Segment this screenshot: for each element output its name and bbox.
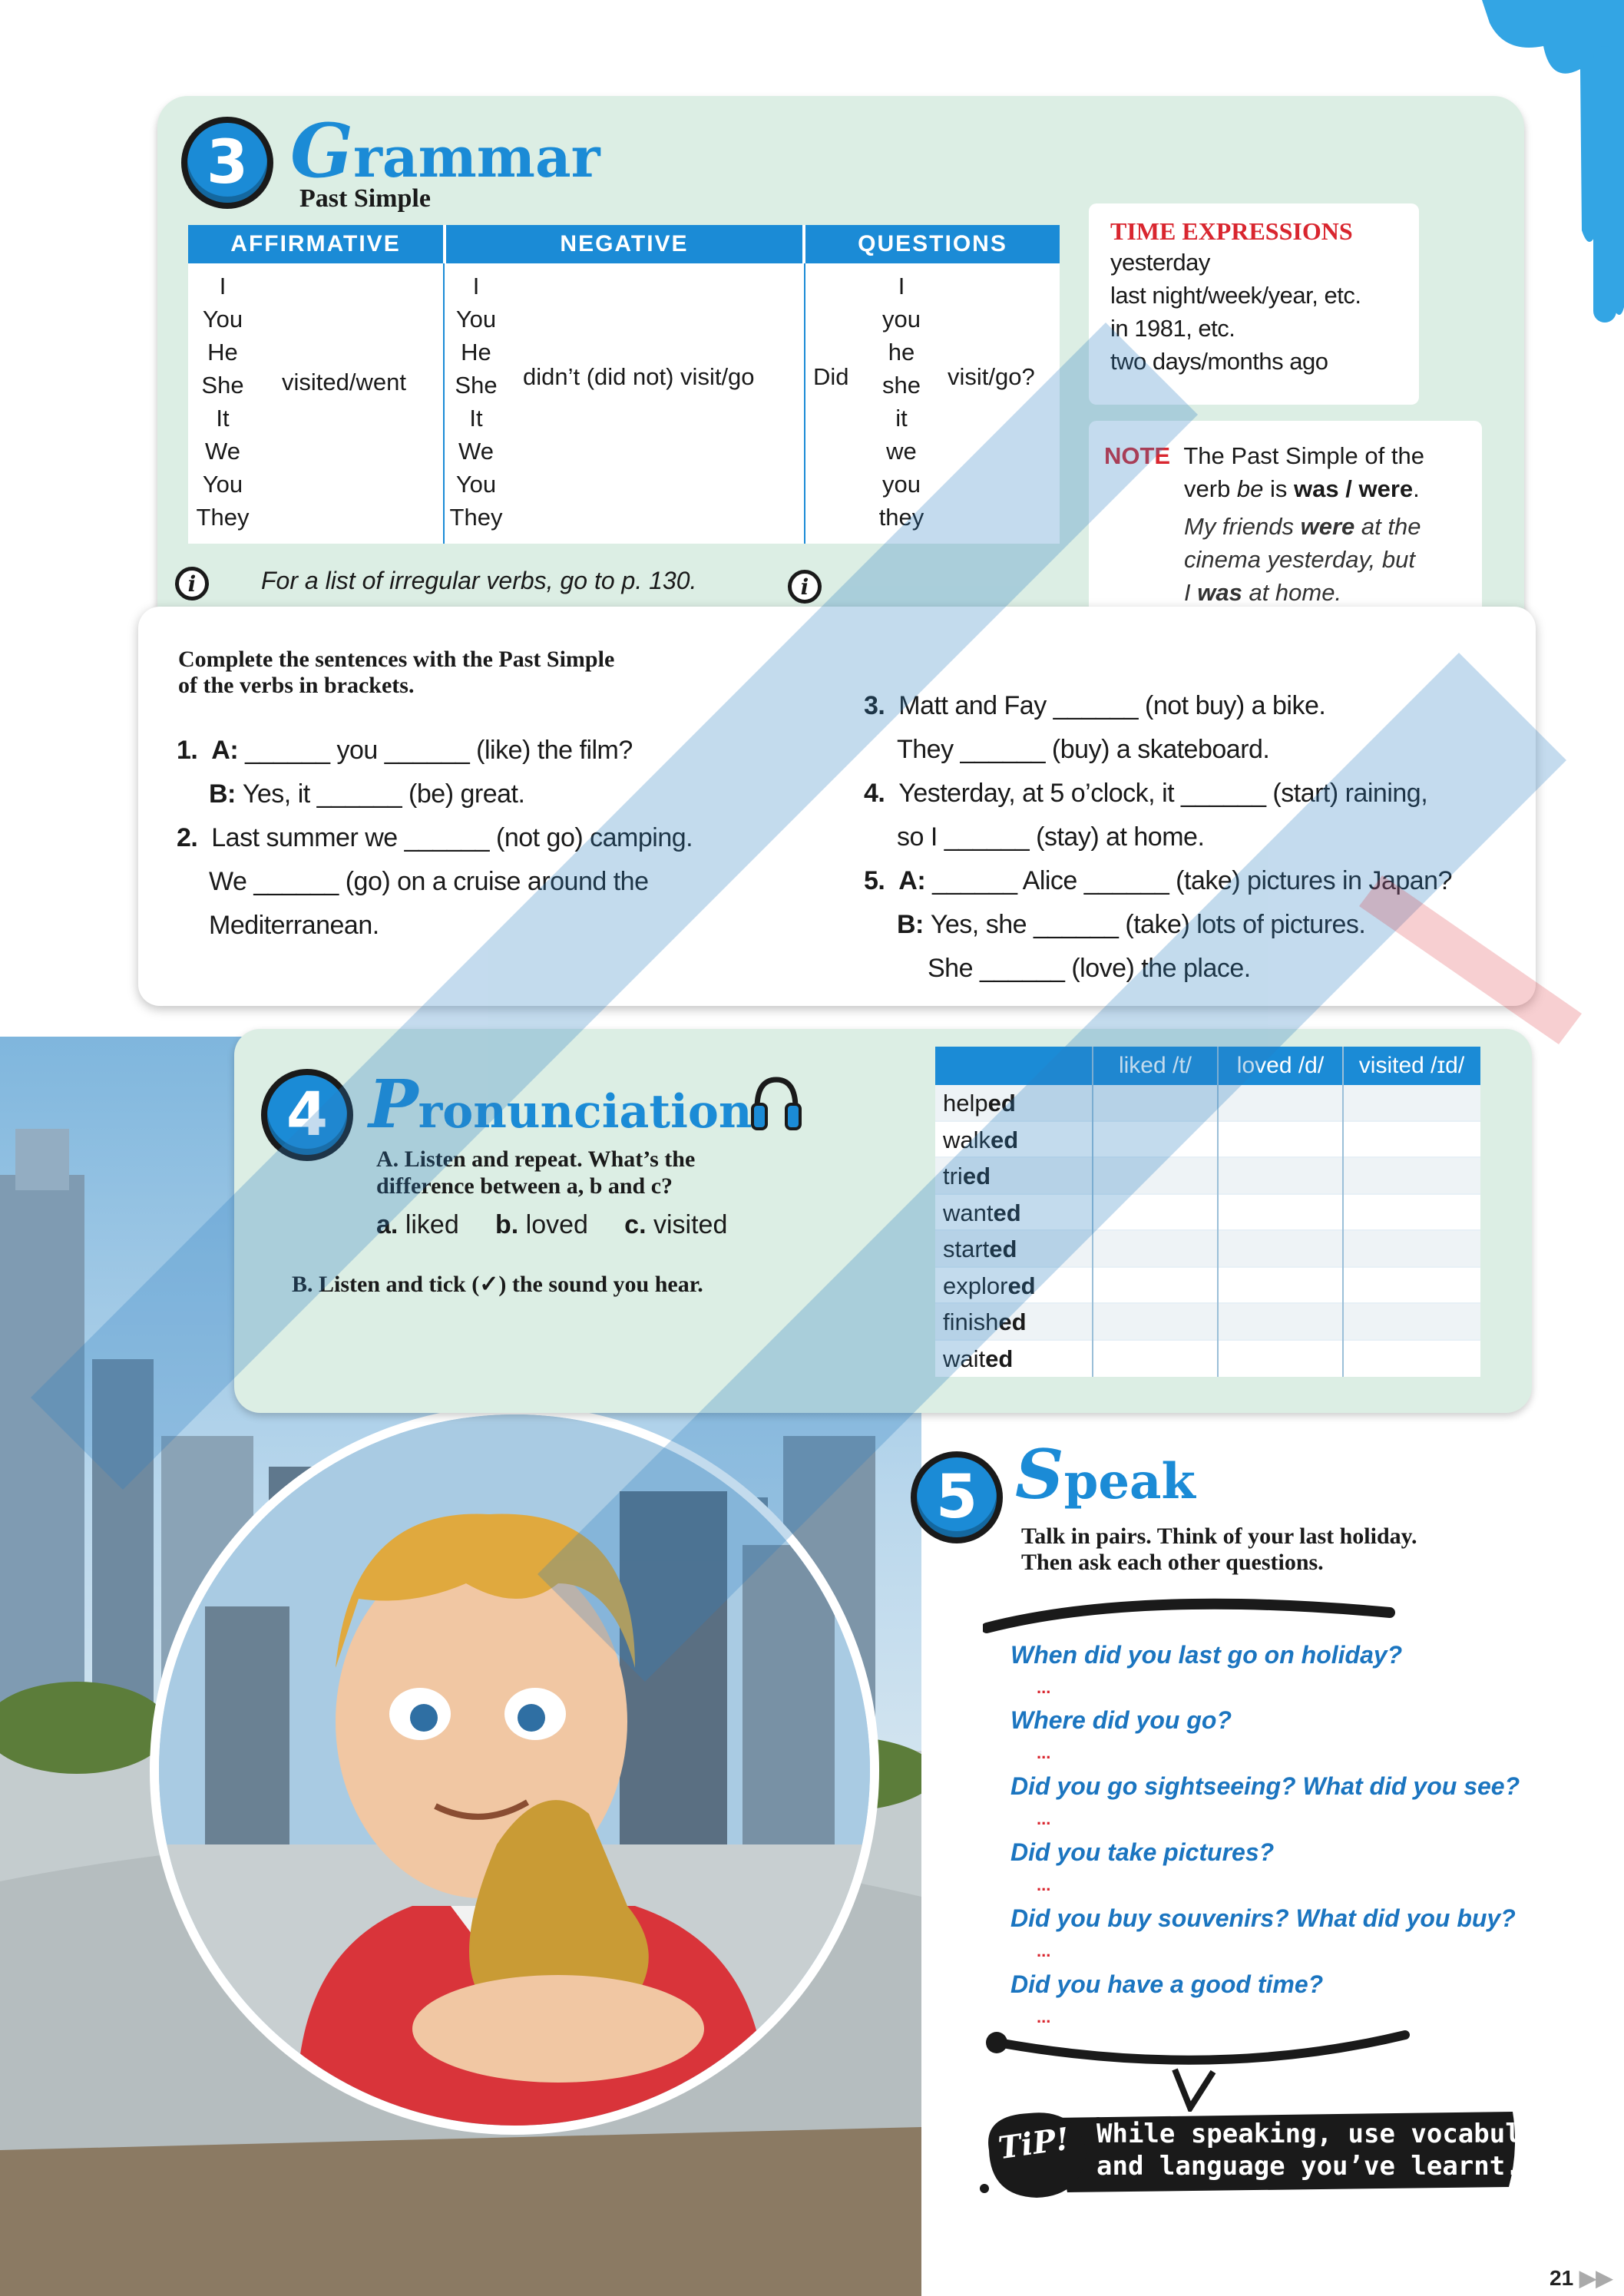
speech-bubble-bottom-stroke: [983, 2020, 1413, 2112]
info-icon: i: [175, 567, 209, 600]
table-row: [935, 1085, 1480, 1122]
grammar-title: [290, 108, 600, 194]
pronoun: You: [455, 471, 497, 498]
pronunciation-instruction-b: B. Listen and tick (✓) the sound you hear.: [292, 1272, 703, 1297]
header-affirmative: AFFIRMATIVE: [188, 225, 443, 263]
pronoun: They: [196, 504, 250, 531]
grammar-subtitle: Past Simple: [299, 184, 431, 213]
tip-label: TiP!: [996, 2120, 1072, 2167]
item-number: 1.: [177, 736, 198, 765]
character-portrait: [150, 1405, 879, 2135]
pronoun: He: [461, 339, 491, 366]
word-ending: ed: [987, 1090, 1016, 1117]
pronoun: You: [202, 471, 243, 498]
pronoun: you: [882, 306, 921, 332]
column-divider: [1217, 1047, 1219, 1377]
table-row: [935, 1304, 1480, 1341]
word: [943, 1308, 1027, 1336]
speaker-label: A:: [211, 736, 239, 765]
text: I: [1184, 579, 1198, 606]
word-stem: want: [943, 1199, 994, 1226]
item-number: 3.: [864, 691, 885, 720]
exercise-line: [864, 691, 1325, 721]
info-icon: i: [788, 570, 822, 604]
word-ending: ed: [991, 1126, 1019, 1153]
pronoun: we: [886, 438, 917, 465]
page-number-text: 21: [1550, 2266, 1574, 2290]
question-verb: visit/go?: [948, 363, 1035, 390]
note-line1: The Past Simple of the: [1183, 442, 1424, 469]
text: was: [1197, 579, 1242, 606]
exercise-line: [177, 823, 693, 853]
pronoun: I: [898, 273, 905, 299]
text: verb: [1184, 475, 1237, 502]
pronunciation-instruction-a: [376, 1146, 695, 1199]
sentence: Yesterday, at 5 o’clock, it ______ (start) raining,: [898, 779, 1428, 808]
table-row: [935, 1158, 1480, 1195]
sentence: Matt and Fay ______ (not buy) a bike.: [898, 691, 1326, 720]
section-number: 4: [286, 1080, 329, 1150]
word: [943, 1126, 1018, 1154]
item-number: 2.: [177, 823, 198, 852]
irregular-verbs-note: For a list of irregular verbs, go to p. 130.: [261, 567, 697, 594]
sentence: ______ Alice ______ (take) pictures in Japan?: [932, 866, 1452, 895]
text: difference between a, b and c?: [376, 1173, 673, 1199]
text: My friends: [1184, 513, 1301, 540]
text: were: [1300, 513, 1355, 540]
table-row: [935, 1122, 1480, 1159]
option-letter: a.: [376, 1210, 399, 1239]
exercise-line: so I ______ (stay) at home.: [897, 822, 1205, 852]
note-example: [1104, 510, 1467, 543]
exercise-line: [177, 736, 633, 766]
text: was / were: [1294, 475, 1414, 502]
pronoun: she: [882, 372, 921, 399]
pronunciation-title: [369, 1066, 752, 1143]
pronoun: he: [888, 339, 915, 366]
dots: ...: [1037, 1875, 1051, 1894]
speak-question: Where did you go?: [1010, 1706, 1232, 1734]
question-auxiliary: Did: [813, 363, 849, 390]
negative-verb: didn’t (did not) visit/go: [523, 363, 755, 390]
text: at the: [1354, 513, 1421, 540]
word: [943, 1345, 1013, 1373]
speaker-label: A:: [898, 866, 926, 895]
section-number-3: [181, 117, 273, 209]
speak-question: Did you have a good time?: [1010, 1970, 1324, 1998]
sentence: Yes, it ______ (be) great.: [242, 779, 525, 809]
pronoun: it: [895, 405, 908, 432]
dots: ...: [1037, 1941, 1051, 1960]
option-word: visited: [653, 1210, 728, 1239]
pronoun: You: [455, 306, 497, 332]
dots: ...: [1037, 2007, 1051, 2026]
note-label: NOTE: [1104, 442, 1171, 469]
header-visited: visited /ɪd/: [1358, 1053, 1465, 1078]
time-expression: yesterday: [1110, 249, 1210, 276]
speaker-label: B:: [897, 910, 924, 939]
pronoun: they: [878, 504, 924, 531]
affirmative-pronouns: [196, 270, 250, 534]
table-row: [935, 1195, 1480, 1232]
dots: ...: [1037, 1809, 1051, 1828]
speak-title: [1015, 1434, 1196, 1514]
pronoun: I: [472, 273, 480, 299]
pronoun: He: [207, 339, 238, 366]
dots: ...: [1037, 1743, 1051, 1762]
title-rest: peak: [1063, 1453, 1196, 1510]
item-number: 4.: [864, 779, 885, 808]
note-box: [1089, 421, 1482, 622]
forward-arrows-icon: ▶▶: [1579, 2266, 1613, 2290]
pronoun: you: [882, 471, 921, 498]
word-stem: tri: [943, 1163, 963, 1189]
exercise-line: She ______ (love) the place.: [928, 954, 1251, 983]
dots: ...: [1037, 1678, 1051, 1697]
pronoun: You: [202, 306, 243, 332]
word: [943, 1199, 1021, 1227]
text: Talk in pairs. Think of your last holiday.: [1021, 1523, 1417, 1549]
time-expression: two days/months ago: [1110, 348, 1328, 375]
section-number-4: [261, 1069, 353, 1161]
pronoun: They: [449, 504, 503, 531]
word-stem: explor: [943, 1272, 1008, 1299]
sentence: Last summer we ______ (not go) camping.: [211, 823, 693, 852]
word: [943, 1090, 1016, 1117]
negative-pronouns: [449, 270, 503, 534]
title-initial: G: [290, 108, 353, 194]
pronoun: We: [458, 438, 494, 465]
pronoun: She: [455, 372, 498, 399]
text: Complete the sentences with the Past Simple: [178, 647, 615, 672]
exercise-line: [864, 779, 1427, 809]
note-example: [1104, 576, 1467, 609]
word: [943, 1236, 1017, 1263]
exercise-line: [897, 910, 1365, 940]
page-number: [1550, 2265, 1612, 2291]
word-ending: ed: [993, 1199, 1021, 1226]
speak-question: Did you buy souvenirs? What did you buy?: [1010, 1904, 1516, 1932]
option-word: loved: [525, 1210, 588, 1239]
affirmative-column: [188, 263, 445, 544]
word-stem: help: [943, 1090, 988, 1117]
header-negative: NEGATIVE: [446, 225, 802, 263]
word-stem: start: [943, 1236, 990, 1262]
text: .: [1413, 475, 1420, 502]
note-line2: [1104, 472, 1467, 505]
pronoun: It: [216, 405, 230, 432]
exercise-line: Mediterranean.: [209, 911, 379, 940]
column-divider: [1342, 1047, 1344, 1377]
column-divider: [1092, 1047, 1093, 1377]
question-pronouns: [867, 270, 936, 534]
text: While speaking, use vocabulary: [1096, 2119, 1569, 2149]
option-word: liked: [405, 1210, 459, 1239]
time-expression: last night/week/year, etc.: [1110, 282, 1361, 309]
pronoun: It: [469, 405, 483, 432]
section-number: 5: [935, 1463, 978, 1532]
exercise-line: We ______ (go) on a cruise around the: [209, 867, 649, 896]
speech-bubble-top-stroke: [983, 1590, 1397, 1636]
exercise-instruction: [178, 647, 614, 699]
text: be: [1236, 475, 1264, 502]
past-simple-table: [188, 225, 1060, 544]
headphones-icon: [749, 1074, 803, 1135]
section-number-5: [911, 1451, 1003, 1543]
word-stem: finish: [943, 1308, 999, 1335]
header-questions: QUESTIONS: [805, 225, 1060, 263]
header-liked: liked /t/: [1118, 1053, 1192, 1078]
table-row: [935, 1268, 1480, 1305]
word-ending: ed: [989, 1236, 1017, 1262]
table-row: [935, 1231, 1480, 1268]
word-stem: walk: [943, 1126, 991, 1153]
word-ending: ed: [1007, 1272, 1036, 1299]
word-ending: ed: [998, 1308, 1027, 1335]
boy-holding-sphinx-illustration: [159, 1414, 870, 2126]
item-number: 5.: [864, 866, 885, 895]
time-expressions-box: [1089, 203, 1419, 405]
text: is: [1263, 475, 1295, 502]
exercise-line: They ______ (buy) a skateboard.: [897, 735, 1270, 764]
time-expression: in 1981, etc.: [1110, 315, 1235, 342]
text: and language you’ve learnt.: [1096, 2151, 1521, 2182]
pronunciation-options: [376, 1210, 727, 1240]
affirmative-verb: visited/went: [282, 369, 406, 395]
header-loved: loved /d/: [1236, 1053, 1325, 1078]
pronoun: We: [205, 438, 240, 465]
exercise-line: [864, 866, 1452, 896]
word-ending: ed: [985, 1345, 1014, 1372]
exercise-line: [209, 779, 524, 809]
speak-question: When did you last go on holiday?: [1010, 1641, 1403, 1669]
speak-question: Did you take pictures?: [1010, 1838, 1275, 1866]
sentence: ______ you ______ (like) the film?: [245, 736, 633, 765]
tip-text: [1096, 2118, 1568, 2182]
negative-column: [446, 263, 805, 544]
option-letter: c.: [624, 1210, 647, 1239]
pronoun: She: [201, 372, 244, 399]
speak-instruction: [1021, 1523, 1417, 1576]
word: [943, 1272, 1036, 1300]
note-example: cinema yesterday, but: [1184, 546, 1415, 573]
section-number: 3: [206, 128, 249, 197]
title-initial: S: [1015, 1434, 1064, 1514]
title-rest: ronunciation: [418, 1085, 752, 1139]
pronunciation-table: [935, 1047, 1480, 1377]
speak-question: Did you go sightseeing? What did you see?: [1010, 1772, 1520, 1800]
text: at home.: [1242, 579, 1342, 606]
pronoun: I: [219, 273, 227, 299]
time-expressions-title: TIME EXPRESSIONS: [1110, 217, 1353, 245]
option-letter: b.: [494, 1210, 519, 1239]
sentence: Yes, she ______ (take) lots of pictures.: [930, 910, 1366, 939]
word: [943, 1163, 991, 1190]
word-stem: wait: [943, 1345, 986, 1372]
text: of the verbs in brackets.: [178, 673, 415, 698]
text: A. Listen and repeat. What’s the: [376, 1146, 696, 1172]
text: Then ask each other questions.: [1021, 1550, 1324, 1575]
title-initial: P: [369, 1066, 418, 1143]
questions-column: [805, 263, 1060, 544]
speaker-label: B:: [209, 779, 236, 809]
word-ending: ed: [962, 1163, 991, 1189]
table-row: [935, 1341, 1480, 1378]
title-rest: rammar: [352, 124, 600, 190]
